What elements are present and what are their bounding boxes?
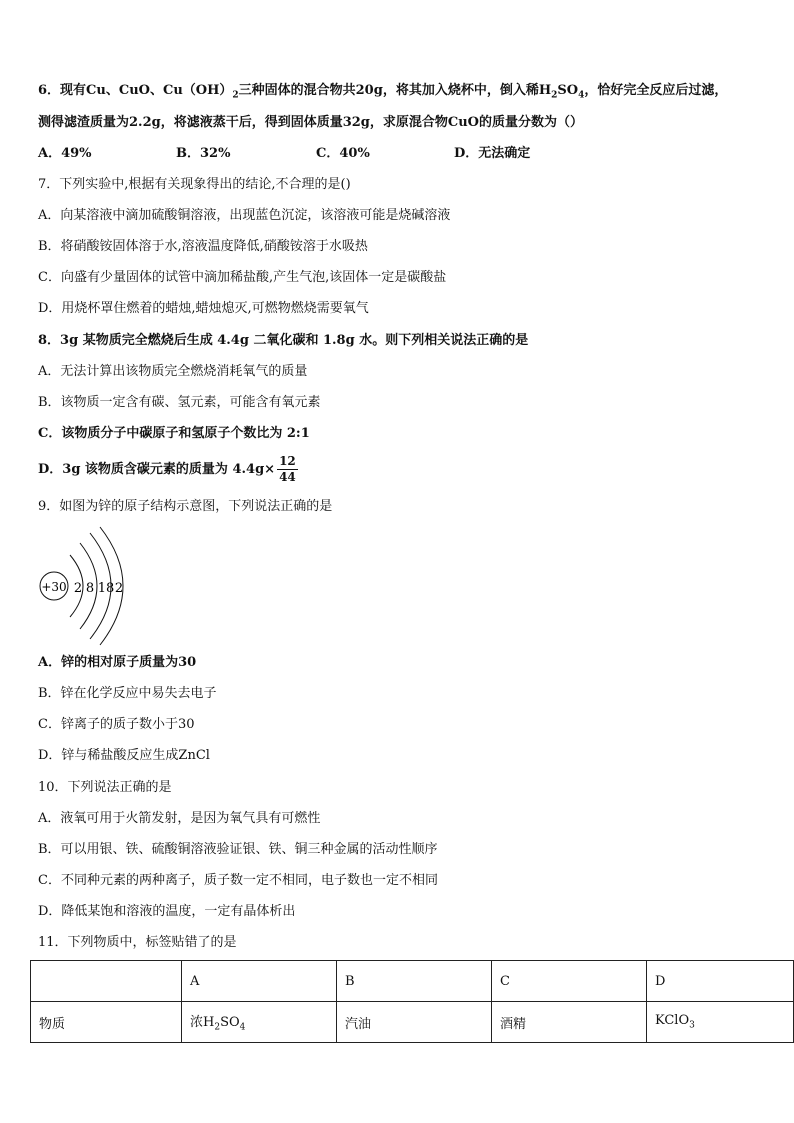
table-header-cell-a: A	[182, 961, 337, 1002]
q7-option-d: D．用烧杯罩住燃着的蜡烛,蜡烛熄灭,可燃物燃烧需要氧气	[38, 301, 369, 316]
table-cell-d: KClO$_3$	[647, 1002, 794, 1043]
q6-line1: 6．现有Cu、CuO、$Cu(OH)_2$三种固体的混合物共20g，将其加入烧杯中，倒入稀$H_2SO_4$，恰好完全反应后过滤，	[38, 83, 728, 101]
nucleus-label: +30	[41, 580, 67, 594]
q10-stem: 10．下列说法正确的是	[38, 780, 172, 795]
q10-option-d: D．降低某饱和溶液的温度，一定有晶体析出	[38, 904, 296, 919]
q8-stem: 8．3g 某物质完全燃烧后生成 4.4g 二氧化碳和 1.8g 水。则下列相关说法正确的是	[38, 333, 529, 348]
fraction	[277, 454, 298, 485]
table-cell-a: 浓$H_2SO_4$	[182, 1002, 337, 1043]
q9-stem: 9．如图为锌的原子结构示意图，下列说法正确的是	[38, 499, 333, 514]
q7-stem: 7．下列实验中,根据有关现象得出的结论,不合理的是()	[38, 177, 351, 192]
q7-option-a: A．向某溶液中滴加硫酸铜溶液，出现蓝色沉淀，该溶液可能是烧碱溶液	[38, 208, 451, 223]
q11-stem: 11．下列物质中，标签贴错了的是	[38, 935, 237, 950]
q10-option-a: A．液氧可用于火箭发射，是因为氧气具有可燃性	[38, 811, 321, 826]
q11-label-table	[30, 960, 794, 1043]
q6-option-c: C．40%	[316, 146, 370, 161]
q6-option-b: B．32%	[176, 146, 231, 161]
q8-option-a: A．无法计算出该物质完全燃烧消耗氧气的质量	[38, 364, 308, 379]
q10-option-c: C．不同种元素的两种离子，质子数一定不相同，电子数也一定不相同	[38, 873, 438, 888]
table-header-cell-d: D	[647, 961, 794, 1002]
q9-option-a: A．锌的相对原子质量为30	[38, 655, 197, 670]
table-header-cell-empty	[31, 961, 182, 1002]
shell-3-electrons: 18	[97, 581, 115, 596]
shell-1-electrons: 2	[73, 581, 83, 596]
q6-option-a: A．49%	[38, 146, 92, 161]
fraction-numerator: 12	[279, 454, 296, 468]
q8-option-d: D．3g 该物质含碳元素的质量为 4.4g× $\frac{12}{44}$	[38, 454, 296, 484]
q6-option-d: D．无法确定	[454, 146, 531, 161]
q8-option-c: C．该物质分子中碳原子和氢原子个数比为 2:1	[38, 426, 310, 441]
table-header-cell-b: B	[337, 961, 492, 1002]
table-row-label: 物质	[31, 1002, 182, 1043]
q6-line2: 测得滤渣质量为2.2g，将滤液蒸干后，得到固体质量32g，求原混合物CuO的质量分数为（）	[38, 115, 584, 130]
q10-option-b: B．可以用银、铁、硫酸铜溶液验证银、铁、铜三种金属的活动性顺序	[38, 842, 438, 857]
table-header-row	[31, 961, 794, 1002]
q9-option-b: B．锌在化学反应中易失去电子	[38, 686, 217, 701]
q7-option-b: B．将硝酸铵固体溶于水,溶液温度降低,硝酸铵溶于水吸热	[38, 239, 368, 254]
fraction-denominator: 44	[279, 470, 296, 484]
q8-option-b: B．该物质一定含有碳、氢元素，可能含有氧元素	[38, 395, 321, 410]
table-cell-b: 汽油	[337, 1002, 492, 1043]
zinc-atom-structure-diagram	[36, 525, 146, 647]
q9-option-c: C．锌离子的质子数小于30	[38, 717, 195, 732]
shell-2-electrons: 8	[85, 581, 95, 596]
table-cell-c: 酒精	[492, 1002, 647, 1043]
table-header-cell-c: C	[492, 961, 647, 1002]
table-row	[31, 1002, 794, 1043]
q7-option-c: C．向盛有少量固体的试管中滴加稀盐酸,产生气泡,该固体一定是碳酸盐	[38, 270, 447, 285]
q9-option-d: D．锌与稀盐酸反应生成ZnCl	[38, 748, 210, 763]
shell-4-electrons: 2	[114, 581, 124, 596]
